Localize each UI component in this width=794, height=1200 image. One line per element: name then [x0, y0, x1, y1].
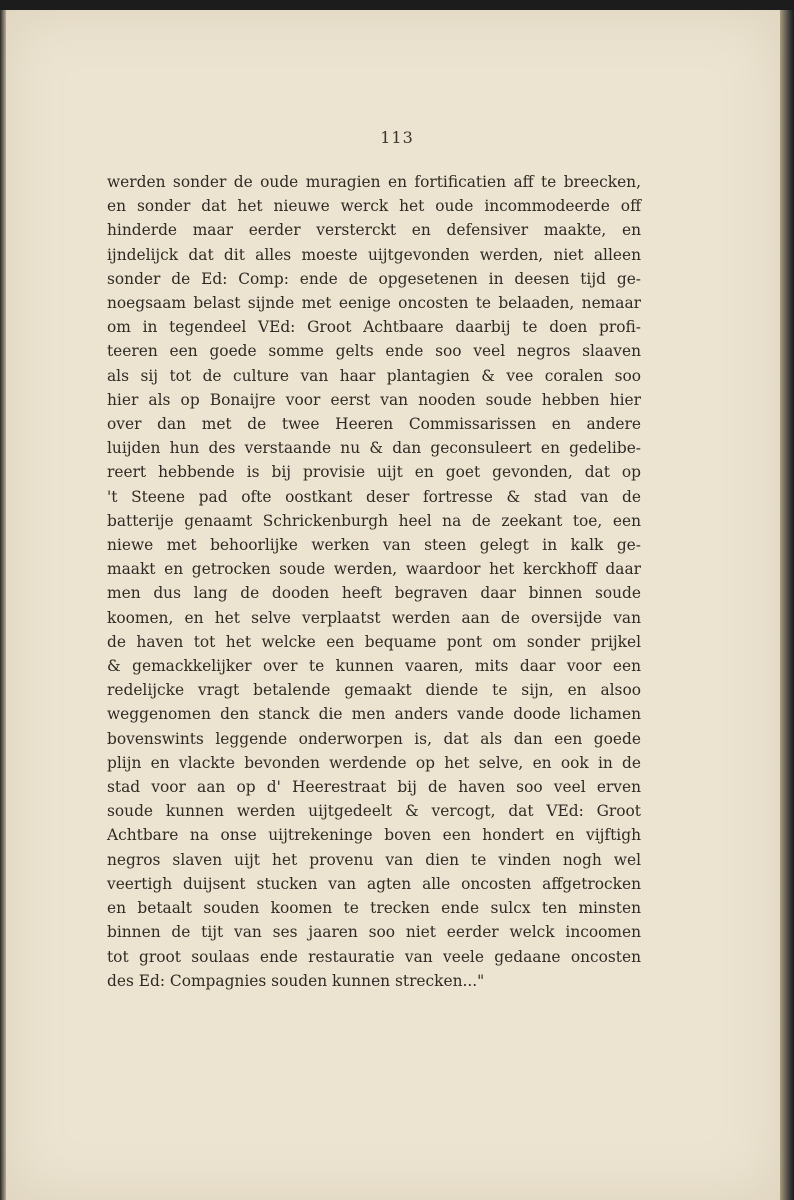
text-line: negros slaven uijt het provenu van dien te vinden nogh wel	[107, 850, 641, 869]
text-line: plijn en vlackte bevonden werdende op het selve, en ook in de	[107, 753, 641, 772]
text-line: om in tegendeel VEd: Groot Achtbaare daarbij te doen profi-	[107, 318, 641, 337]
text-line: men dus lang de dooden heeft begraven daar binnen soude	[107, 584, 641, 603]
text-line: binnen de tijt van ses jaaren soo niet eerder welck incoomen	[107, 923, 641, 942]
text-line: werden sonder de oude muragien en fortificatien aff te breecken,	[107, 173, 641, 191]
text-line: batterije genaamt Schrickenburgh heel na de zeekant toe, een	[107, 511, 641, 530]
text-line: ijndelijck dat dit alles moeste uijtgevonden werden, niet alleen	[107, 245, 641, 264]
text-line: bovenswints leggende onderworpen is, dat als dan een goede	[107, 729, 641, 748]
text-line: koomen, en het selve verplaatst werden aan de oversijde van	[107, 608, 641, 627]
text-line: sonder de Ed: Comp: ende de opgesetenen in deesen tijd ge-	[107, 269, 641, 288]
text-line: stad voor aan op d' Heerestraat bij de haven soo veel erven	[107, 778, 641, 797]
text-line: hier als op Bonaijre voor eerst van nooden soude hebben hier	[107, 390, 641, 409]
page-number: 113	[380, 128, 414, 147]
text-line: 't Steene pad ofte oostkant deser fortresse & stad van de	[107, 487, 641, 506]
text-line: des Ed: Compagnies souden kunnen strecken..."	[107, 971, 485, 990]
text-line: de haven tot het welcke een bequame pont om sonder prijkel	[107, 632, 641, 651]
text-line: en sonder dat het nieuwe werck het oude incommodeerde off	[107, 197, 641, 216]
text-line: & gemackkelijker over te kunnen vaaren, mits daar voor een	[107, 657, 641, 676]
text-line: soude kunnen werden uijtgedeelt & vercogt, dat VEd: Groot	[107, 802, 641, 821]
text-line: weggenomen den stanck die men anders vande doode lichamen	[107, 705, 641, 724]
text-line: als sij tot de culture van haar plantagien & vee coralen soo	[107, 366, 641, 385]
text-line: teeren een goede somme gelts ende soo veel negros slaaven	[107, 342, 641, 361]
text-line: veertigh duijsent stucken van agten alle oncosten affgetrocken	[107, 874, 641, 893]
text-line: redelijcke vragt betalende gemaakt diende te sijn, en alsoo	[107, 681, 641, 700]
text-line: luijden hun des verstaande nu & dan geconsuleert en gedelibe-	[107, 439, 641, 458]
text-line: en betaalt souden koomen te trecken ende sulcx ten minsten	[107, 899, 641, 918]
body-text	[107, 170, 641, 993]
text-line: maakt en getrocken soude werden, waardoor het kerckhoff daar	[107, 560, 641, 579]
text-line: Achtbare na onse uijtrekeninge boven een hondert en vijftigh	[107, 826, 641, 845]
text-line: reert hebbende is bij provisie uijt en goet gevonden, dat op	[107, 463, 641, 482]
text-line: hinderde maar eerder versterckt en defensiver maakte, en	[107, 221, 641, 240]
text-line: noegsaam belast sijnde met eenige oncosten te belaaden, nemaar	[107, 294, 641, 313]
text-line: tot groot soulaas ende restauratie van veele gedaane oncosten	[107, 947, 641, 966]
text-line: over dan met de twee Heeren Commissarissen en andere	[107, 415, 641, 434]
text-line: niewe met behoorlijke werken van steen gelegt in kalk ge-	[107, 536, 641, 555]
page-edge-right	[780, 10, 794, 1200]
